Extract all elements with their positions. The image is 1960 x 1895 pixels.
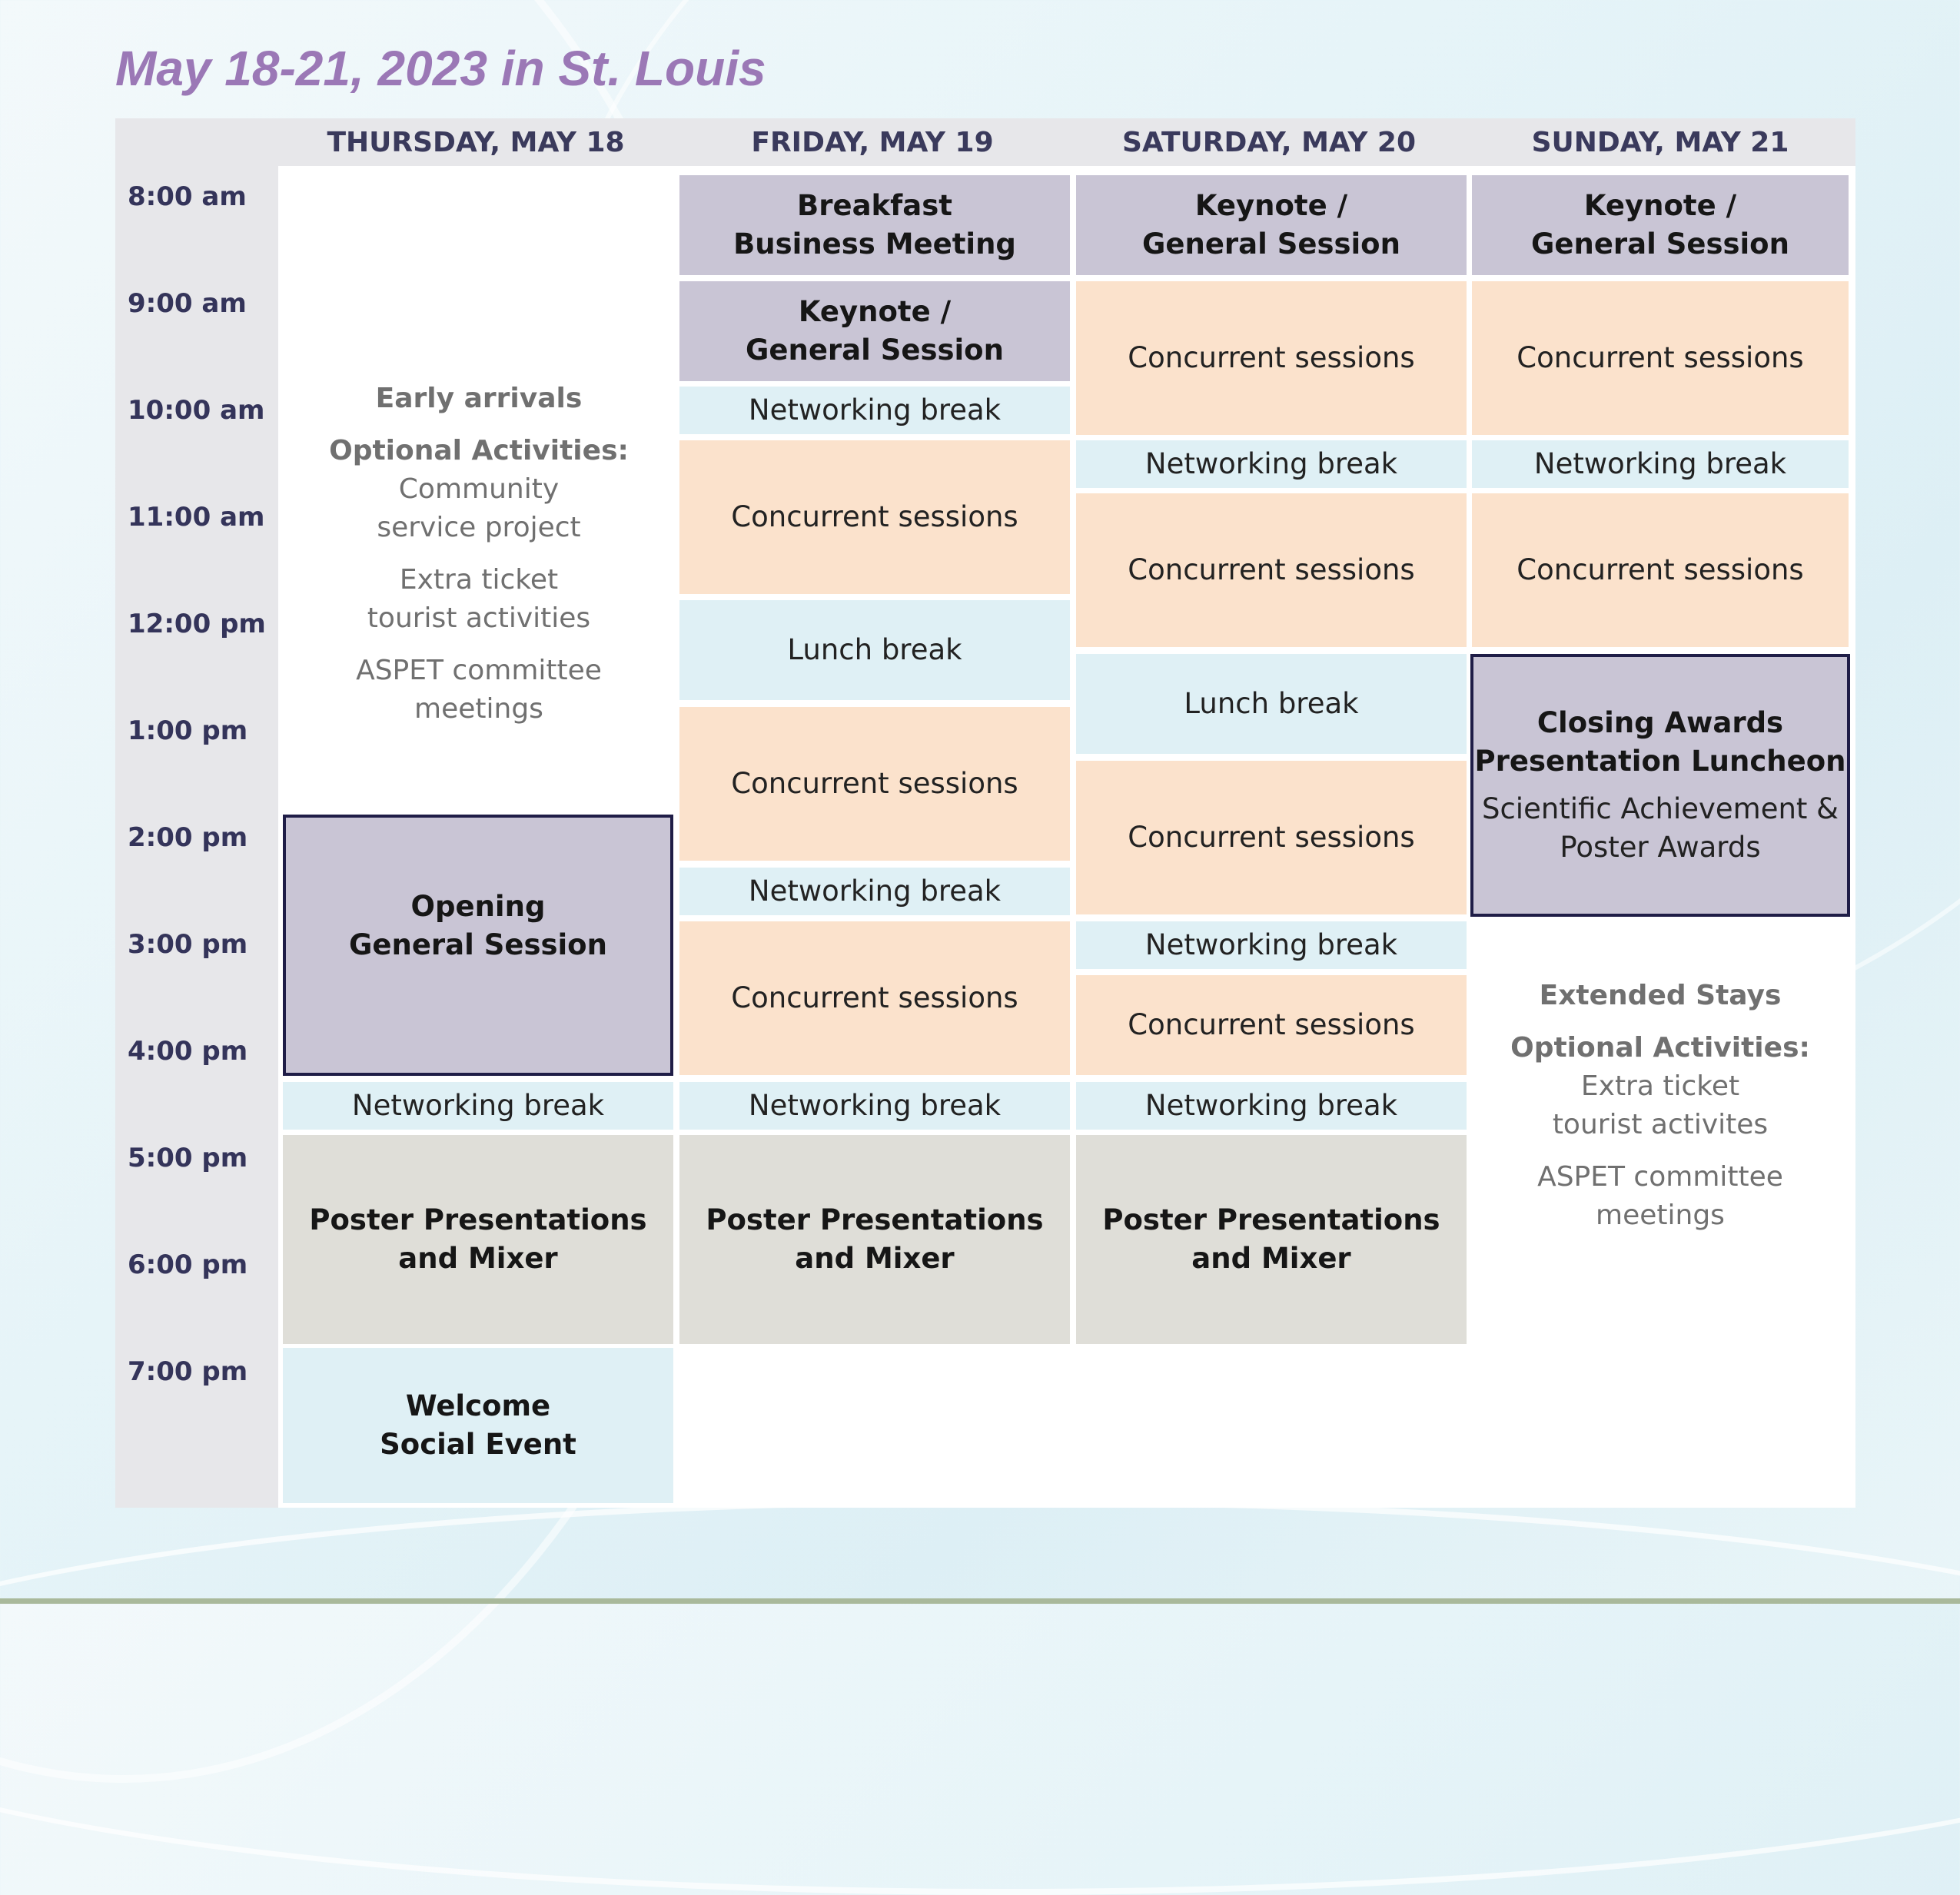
day-header-friday: FRIDAY, MAY 19 <box>751 127 994 158</box>
time-label: 3:00 pm <box>128 929 248 960</box>
networking-break-text: Networking break <box>748 393 1002 426</box>
friday-lunch-break <box>679 600 1070 700</box>
saturday-poster-mixer <box>1076 1135 1467 1344</box>
friday-concurrent-sessions-2 <box>679 707 1070 861</box>
poster-mixer-text: Poster Presentations and Mixer <box>1102 1203 1440 1275</box>
concurrent-sessions-text: Concurrent sessions <box>1128 1008 1415 1041</box>
breakfast-meeting-text: Breakfast Business Meeting <box>733 189 1016 261</box>
thursday-welcome-social <box>283 1348 673 1503</box>
keynote-text: Keynote / General Session <box>1142 189 1400 261</box>
thursday-networking-break <box>283 1082 673 1130</box>
keynote-text: Keynote / General Session <box>746 295 1004 367</box>
friday-keynote <box>679 281 1070 381</box>
networking-break-text: Networking break <box>1144 1089 1398 1122</box>
day-header-saturday: SATURDAY, MAY 20 <box>1121 127 1417 158</box>
time-column <box>115 118 278 1508</box>
saturday-keynote <box>1076 175 1467 275</box>
sunday-concurrent-sessions-2 <box>1472 493 1849 647</box>
bottom-rule <box>0 1598 1960 1604</box>
concurrent-sessions-text: Concurrent sessions <box>1517 341 1804 374</box>
saturday-lunch-break <box>1076 654 1467 754</box>
time-label: 1:00 pm <box>128 715 248 746</box>
saturday-networking-break-1 <box>1076 440 1467 488</box>
networking-break-text: Networking break <box>1144 928 1398 961</box>
friday-networking-break-3 <box>679 1082 1070 1130</box>
poster-mixer-text: Poster Presentations and Mixer <box>309 1203 647 1275</box>
sunday-concurrent-sessions-1 <box>1472 281 1849 435</box>
concurrent-sessions-text: Concurrent sessions <box>1128 821 1415 854</box>
poster-mixer-text: Poster Presentations and Mixer <box>706 1203 1044 1275</box>
extended-stays-heading: Extended Stays <box>1539 980 1782 1011</box>
concurrent-sessions-text: Concurrent sessions <box>731 500 1018 533</box>
sunday-closing-luncheon <box>1470 654 1850 917</box>
concurrent-sessions-text: Concurrent sessions <box>731 767 1018 800</box>
lunch-break-text: Lunch break <box>1184 687 1359 720</box>
networking-break-text: Networking break <box>748 1089 1002 1122</box>
saturday-concurrent-sessions-4 <box>1076 975 1467 1075</box>
time-label: 7:00 pm <box>128 1356 248 1387</box>
keynote-text: Keynote / General Session <box>1531 189 1789 261</box>
networking-break-text: Networking break <box>748 874 1002 908</box>
time-label: 11:00 am <box>128 502 265 533</box>
optional-activities-heading: Optional Activities: <box>329 435 629 466</box>
sunday-networking-break <box>1472 440 1849 488</box>
aspet-meetings-text: ASPET committee meetings <box>1537 1161 1783 1231</box>
extra-ticket-text: Extra ticket tourist activites <box>1552 1070 1769 1140</box>
networking-break-text: Networking break <box>1144 447 1398 480</box>
opening-session-text: Opening General Session <box>349 890 607 961</box>
background-swirl <box>0 1498 1960 1895</box>
sunday-keynote <box>1472 175 1849 275</box>
concurrent-sessions-text: Concurrent sessions <box>731 981 1018 1014</box>
concurrent-sessions-text: Concurrent sessions <box>1128 341 1415 374</box>
time-label: 6:00 pm <box>128 1250 248 1280</box>
welcome-social-text: Welcome Social Event <box>380 1389 576 1461</box>
friday-networking-break-1 <box>679 387 1070 434</box>
concurrent-sessions-text: Concurrent sessions <box>1128 553 1415 586</box>
optional-activities-heading: Optional Activities: <box>1510 1032 1810 1064</box>
thursday-poster-mixer <box>283 1135 673 1344</box>
day-header-thursday: THURSDAY, MAY 18 <box>327 127 625 158</box>
concurrent-sessions-text: Concurrent sessions <box>1517 553 1804 586</box>
community-service-text: Community service project <box>377 473 581 543</box>
saturday-concurrent-sessions-2 <box>1076 493 1467 647</box>
saturday-concurrent-sessions-1 <box>1076 281 1467 435</box>
networking-break-text: Networking break <box>351 1089 605 1122</box>
friday-concurrent-sessions-1 <box>679 440 1070 594</box>
networking-break-text: Networking break <box>1533 447 1787 480</box>
time-label: 4:00 pm <box>128 1036 248 1067</box>
closing-luncheon-text: Closing Awards Presentation Luncheon <box>1474 706 1846 778</box>
sunday-extended-stays-block <box>1472 922 1849 1289</box>
friday-networking-break-2 <box>679 868 1070 915</box>
awards-text: Scientific Achievement & Poster Awards <box>1481 792 1839 864</box>
friday-concurrent-sessions-3 <box>679 921 1070 1075</box>
time-label: 10:00 am <box>128 395 265 426</box>
day-header-sunday: SUNDAY, MAY 21 <box>1531 127 1789 158</box>
thursday-opening-session <box>283 815 673 1076</box>
aspet-meetings-text: ASPET committee meetings <box>356 655 602 725</box>
saturday-networking-break-2 <box>1076 921 1467 969</box>
extra-ticket-text: Extra ticket tourist activities <box>367 564 591 634</box>
time-label: 8:00 am <box>128 181 247 212</box>
schedule-grid <box>115 118 1855 1508</box>
lunch-break-text: Lunch break <box>787 633 962 666</box>
time-label: 12:00 pm <box>128 609 266 639</box>
friday-poster-mixer <box>679 1135 1070 1344</box>
time-label: 2:00 pm <box>128 822 248 853</box>
saturday-networking-break-3 <box>1076 1082 1467 1130</box>
friday-breakfast-meeting <box>679 175 1070 275</box>
time-label: 5:00 pm <box>128 1143 248 1173</box>
early-arrivals-heading: Early arrivals <box>375 383 583 414</box>
saturday-concurrent-sessions-3 <box>1076 761 1467 914</box>
page-title: May 18-21, 2023 in St. Louis <box>115 41 766 96</box>
time-label: 9:00 am <box>128 288 247 319</box>
